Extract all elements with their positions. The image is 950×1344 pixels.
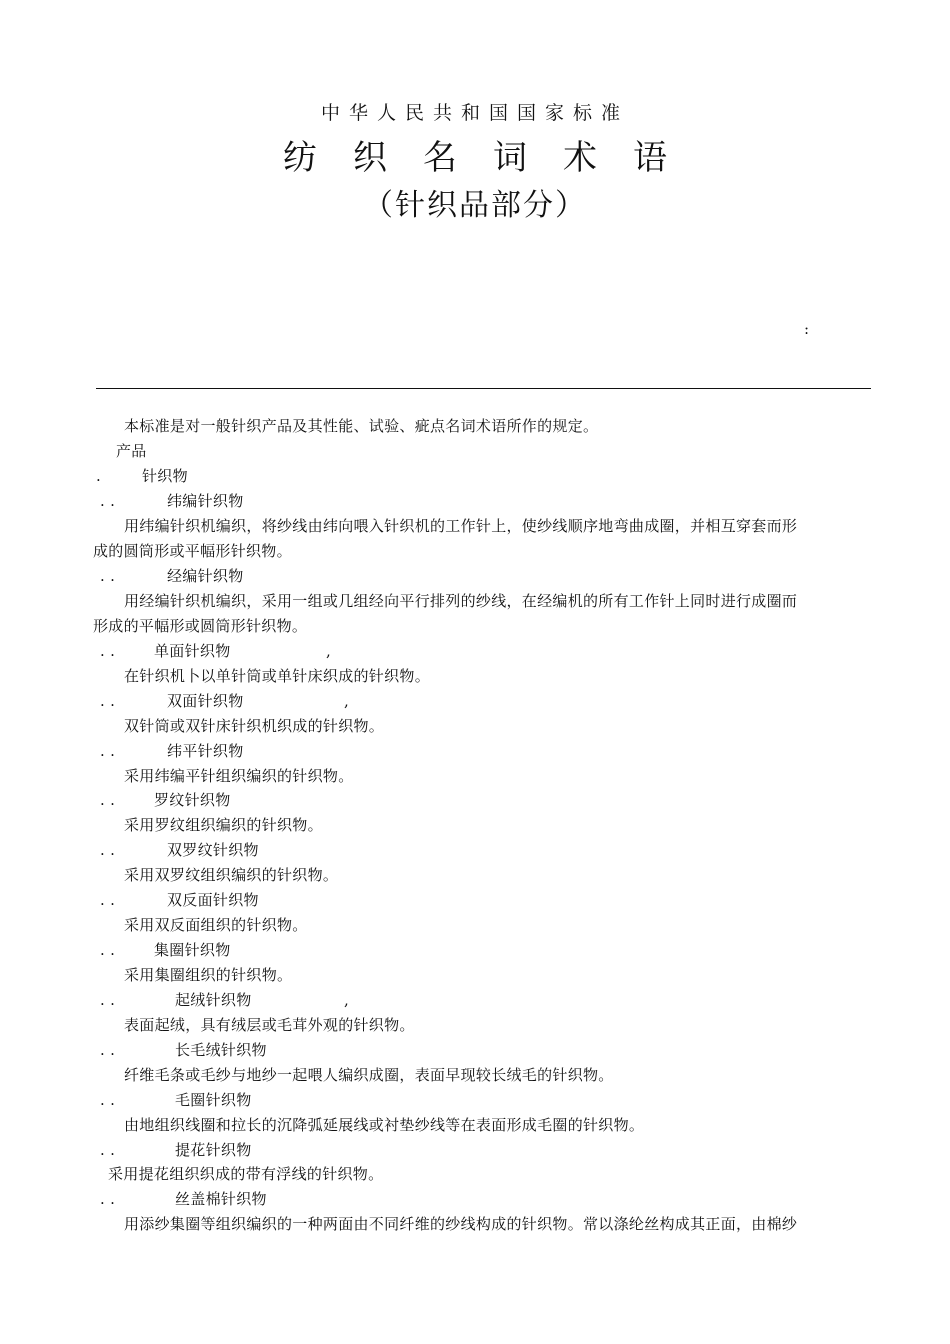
entry-term: 纬编针织物 (167, 492, 244, 510)
entry-mark: , (344, 692, 350, 710)
entry-number: . . (100, 492, 116, 510)
entry-definition: 表面起绒，具有绒层或毛茸外观的针织物。 (124, 1016, 415, 1034)
entry-number: . . (100, 1091, 116, 1109)
entry-number: . . (100, 941, 116, 959)
entry-definition: 用添纱集圈等组织编织的一种两面由不同纤维的纱线构成的针织物。常以涤纶丝构成其正面，由棉纱 (124, 1215, 798, 1233)
entry-definition-cont: 形成的平幅形或圆筒形针织物。 (93, 617, 308, 635)
entry-term: 罗纹针织物 (154, 791, 231, 809)
section-heading: 产品 (116, 442, 147, 460)
document-title: 纺织名词术语 (283, 138, 703, 178)
entry-heading (100, 691, 350, 711)
entry-definition: 在针织机卜以单针筒或单针床织成的针织物。 (124, 667, 431, 685)
entry-definition: 采用集圈组织的针织物。 (124, 966, 293, 984)
entry-definition: 用经编针织机编织，采用一组或几组经向平行排列的纱线，在经编机的所有工作针上同时进行成圈而 (124, 592, 798, 610)
entry-number: . . (100, 1041, 116, 1059)
entry-number: . . (100, 991, 116, 1009)
entry-term: 丝盖棉针织物 (175, 1190, 267, 1208)
entry-number: . . (100, 742, 116, 760)
entry-heading (100, 890, 259, 910)
entry-number: . . (100, 642, 116, 660)
entry-number: . . (100, 567, 116, 585)
header-divider (96, 388, 871, 389)
entry-definition: 采用提花组织织成的带有浮线的针织物。 (108, 1165, 384, 1183)
entry-number: . (96, 467, 102, 485)
entry-heading (100, 1090, 252, 1110)
entry-heading (100, 940, 231, 960)
entry-term: 提花针织物 (175, 1141, 252, 1159)
entry-term: 针织物 (142, 467, 188, 485)
document-subtitle: （针织品部分） (363, 188, 587, 223)
entry-term: 长毛绒针织物 (175, 1041, 267, 1059)
entry-heading (100, 990, 350, 1010)
entry-heading (100, 790, 231, 810)
entry-term: 双面针织物 (167, 692, 244, 710)
entry-definition: 采用双罗纹组织编织的针织物。 (124, 866, 339, 884)
entry-heading (100, 641, 332, 661)
entry-definition: 采用罗纹组织编织的针织物。 (124, 816, 323, 834)
entry-heading (100, 840, 259, 860)
entry-definition-cont: 成的圆筒形或平幅形针织物。 (93, 542, 292, 560)
entry-number: . . (100, 692, 116, 710)
entry-heading (100, 1040, 267, 1060)
entry-definition: 采用纬编平针组织编织的针织物。 (124, 767, 354, 785)
header-mark: : (804, 320, 810, 338)
entry-definition: 由地组织线圈和拉长的沉降弧延展线或衬垫纱线等在表面形成毛圈的针织物。 (124, 1116, 645, 1134)
entry-number: . . (100, 791, 116, 809)
entry-number: . . (100, 891, 116, 909)
entry-term: 毛圈针织物 (175, 1091, 252, 1109)
entry-definition: 采用双反面组织的针织物。 (124, 916, 308, 934)
entry-heading (100, 491, 244, 511)
entry-term: 起绒针织物 (175, 991, 252, 1009)
entry-term: 单面针织物 (154, 642, 231, 660)
entry-number: . . (100, 841, 116, 859)
entry-number: . . (100, 1141, 116, 1159)
entry-term: 经编针织物 (167, 567, 244, 585)
entry-heading (100, 741, 244, 761)
standard-line: 中华人民共和国国家标准 (320, 102, 629, 124)
entry-term: 双反面针织物 (167, 891, 259, 909)
entry-term: 集圈针织物 (154, 941, 231, 959)
entry-definition: 用纬编针织机编织，将纱线由纬向喂入针织机的工作针上，使纱线顺序地弯曲成圈，并相互穿套而形 (124, 517, 798, 535)
entry-mark: , (326, 642, 332, 660)
entry-mark: , (344, 991, 350, 1009)
intro-paragraph: 本标准是对一般针织产品及其性能、试验、疵点名词术语所作的规定。 (124, 417, 599, 435)
entry-number: . . (100, 1190, 116, 1208)
entry-heading (100, 1140, 252, 1160)
entry-term: 双罗纹针织物 (167, 841, 259, 859)
entry-term: 纬平针织物 (167, 742, 244, 760)
entry-definition: 纤维毛条或毛纱与地纱一起喂人编织成圈，表面早现较长绒毛的针织物。 (124, 1066, 614, 1084)
entry-heading (100, 566, 244, 586)
entry-heading (96, 466, 188, 486)
entry-definition: 双针筒或双针床针织机织成的针织物。 (124, 717, 385, 735)
entry-heading (100, 1189, 267, 1209)
